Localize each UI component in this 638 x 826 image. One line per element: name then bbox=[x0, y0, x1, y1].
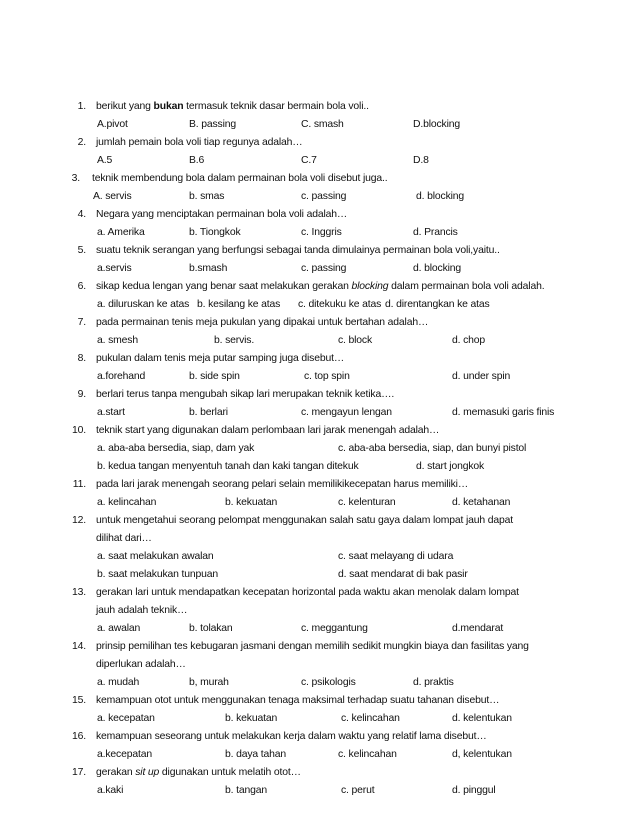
option-b: b, murah bbox=[189, 677, 229, 688]
option-c: C. smash bbox=[301, 119, 344, 130]
option-d: d. under spin bbox=[452, 371, 511, 382]
option-b: b. kekuatan bbox=[225, 497, 278, 508]
option-a: a. aba-aba bersedia, siap, dam yak bbox=[97, 443, 255, 454]
option-c: c. Inggris bbox=[301, 227, 342, 238]
option-a: a. kelincahan bbox=[97, 497, 157, 508]
option-d: d. start jongkok bbox=[416, 461, 485, 472]
option-b: B.6 bbox=[189, 155, 205, 166]
option-b: b. tolakan bbox=[189, 623, 233, 634]
question-text: berikut yang bukan termasuk teknik dasar bermain bola voli.. bbox=[96, 101, 369, 112]
option-c: c. mengayun lengan bbox=[301, 407, 392, 418]
option-d: d. ketahanan bbox=[452, 497, 511, 508]
option-a: A.5 bbox=[97, 155, 113, 166]
option-c: c. kelenturan bbox=[338, 497, 396, 508]
option-a: a.kaki bbox=[97, 785, 124, 796]
option-a: a. kecepatan bbox=[97, 713, 155, 724]
option-d: d. direntangkan ke atas bbox=[385, 299, 490, 310]
option-b: b. Tiongkok bbox=[189, 227, 241, 238]
question-text: Negara yang menciptakan permainan bola voli adalah… bbox=[96, 209, 348, 220]
option-b: b. kedua tangan menyentuh tanah dan kaki tangan ditekuk bbox=[97, 461, 359, 472]
question-number: 4. bbox=[77, 209, 86, 220]
option-b: B. passing bbox=[189, 119, 237, 130]
option-b: b. smas bbox=[189, 191, 225, 202]
question-text-line2: dilihat dari… bbox=[96, 533, 152, 544]
question-number: 9. bbox=[77, 389, 86, 400]
option-a: a. mudah bbox=[97, 677, 140, 688]
option-d: d. Prancis bbox=[413, 227, 458, 238]
option-a: a.kecepatan bbox=[97, 749, 152, 760]
emphasis-italic: blocking bbox=[351, 281, 389, 292]
option-c: c. kelincahan bbox=[341, 713, 400, 724]
question-number: 16. bbox=[72, 731, 86, 742]
question-number: 15. bbox=[72, 695, 86, 706]
question-number: 10. bbox=[72, 425, 86, 436]
question-text: pada permainan tenis meja pukulan yang dipakai untuk bertahan adalah… bbox=[96, 317, 429, 328]
question-number: 17. bbox=[72, 767, 86, 778]
question-number: 3. bbox=[71, 173, 80, 184]
option-b: b. kesilang ke atas bbox=[197, 299, 281, 310]
question-number: 13. bbox=[72, 587, 86, 598]
option-d: d. praktis bbox=[413, 677, 454, 688]
question-text: teknik start yang digunakan dalam perlombaan lari jarak menengah adalah… bbox=[96, 425, 440, 436]
option-c: c. saat melayang di udara bbox=[338, 551, 454, 562]
question-text: sikap kedua lengan yang benar saat melakukan gerakan blocking dalam permainan bola voli adalah. bbox=[96, 281, 545, 292]
emphasis-italic: sit up bbox=[135, 767, 160, 778]
option-a: a.start bbox=[97, 407, 125, 418]
option-d: d. pinggul bbox=[452, 785, 496, 796]
question-text-line2: diperlukan adalah… bbox=[96, 659, 186, 670]
option-b: b.smash bbox=[189, 263, 228, 274]
option-c: c. top spin bbox=[304, 371, 350, 382]
option-d: d. blocking bbox=[413, 263, 462, 274]
option-a: a.forehand bbox=[97, 371, 146, 382]
question-text: gerakan lari untuk mendapatkan kecepatan horizontal pada waktu akan menolak dalam lompat bbox=[96, 587, 519, 598]
option-c: c. block bbox=[338, 335, 373, 346]
option-c: c. perut bbox=[341, 785, 375, 796]
question-text: untuk mengetahui seorang pelompat menggunakan salah satu gaya dalam lompat jauh dapat bbox=[96, 515, 514, 526]
option-a: a.servis bbox=[97, 263, 132, 274]
question-number: 14. bbox=[72, 641, 86, 652]
option-a: a. diluruskan ke atas bbox=[97, 299, 190, 310]
question-text: prinsip pemilihan tes kebugaran jasmani dengan memilih sedikit mungkin biaya dan fasilitas yang bbox=[96, 641, 529, 652]
option-a: a. Amerika bbox=[97, 227, 145, 238]
question-number: 1. bbox=[77, 101, 86, 112]
question-number: 12. bbox=[72, 515, 86, 526]
option-d: D.blocking bbox=[413, 119, 461, 130]
option-b: b. kekuatan bbox=[225, 713, 278, 724]
question-text: kemampuan otot untuk menggunakan tenaga maksimal terhadap suatu tahanan disebut… bbox=[96, 695, 500, 706]
option-d: d. blocking bbox=[416, 191, 465, 202]
option-b: b. berlari bbox=[189, 407, 228, 418]
option-c: C.7 bbox=[301, 155, 317, 166]
option-d: d. saat mendarat di bak pasir bbox=[338, 569, 468, 580]
option-c: c. passing bbox=[301, 191, 347, 202]
question-text: pukulan dalam tenis meja putar samping juga disebut… bbox=[96, 353, 345, 364]
question-text: jumlah pemain bola voli tiap regunya adalah… bbox=[96, 137, 303, 148]
option-c: c. aba-aba bersedia, siap, dan bunyi pistol bbox=[338, 443, 527, 454]
question-number: 5. bbox=[77, 245, 86, 256]
emphasis-bold: bukan bbox=[153, 101, 184, 112]
question-text-line2: jauh adalah teknik… bbox=[96, 605, 188, 616]
question-number: 8. bbox=[77, 353, 86, 364]
option-a: a. awalan bbox=[97, 623, 141, 634]
option-a: A.pivot bbox=[97, 119, 128, 130]
option-b: b. daya tahan bbox=[225, 749, 287, 760]
option-d: d.mendarat bbox=[452, 623, 504, 634]
question-text: suatu teknik serangan yang berfungsi sebagai tanda dimulainya permainan bola voli,yaitu.. bbox=[96, 245, 500, 256]
option-d: d, kelentukan bbox=[452, 749, 512, 760]
option-c: c. ditekuku ke atas bbox=[298, 299, 382, 310]
option-d: D.8 bbox=[413, 155, 429, 166]
option-c: c. kelincahan bbox=[338, 749, 397, 760]
option-d: d. kelentukan bbox=[452, 713, 512, 724]
option-c: c. meggantung bbox=[301, 623, 368, 634]
option-b: b. tangan bbox=[225, 785, 267, 796]
question-text: teknik membendung bola dalam permainan bola voli disebut juga.. bbox=[92, 173, 388, 184]
question-number: 2. bbox=[77, 137, 86, 148]
question-number: 6. bbox=[77, 281, 86, 292]
question-number: 7. bbox=[77, 317, 86, 328]
question-number: 11. bbox=[72, 479, 86, 490]
option-d: d. memasuki garis finis bbox=[452, 407, 555, 418]
question-text: kemampuan seseorang untuk melakukan kerja dalam waktu yang relatif lama disebut… bbox=[96, 731, 487, 742]
option-b: b. side spin bbox=[189, 371, 240, 382]
option-c: c. psikologis bbox=[301, 677, 356, 688]
question-text: pada lari jarak menengah seorang pelari selain memilikikecepatan harus memiliki… bbox=[96, 479, 469, 490]
question-text: berlari terus tanpa mengubah sikap lari merupakan teknik ketika…. bbox=[96, 389, 395, 400]
option-a: a. saat melakukan awalan bbox=[97, 551, 214, 562]
option-a: a. smesh bbox=[97, 335, 138, 346]
option-d: d. chop bbox=[452, 335, 486, 346]
option-c: c. passing bbox=[301, 263, 347, 274]
option-b: b. saat melakukan tunpuan bbox=[97, 569, 219, 580]
option-a: A. servis bbox=[93, 191, 132, 202]
question-text: gerakan sit up digunakan untuk melatih otot… bbox=[96, 767, 301, 778]
option-b: b. servis. bbox=[214, 335, 255, 346]
